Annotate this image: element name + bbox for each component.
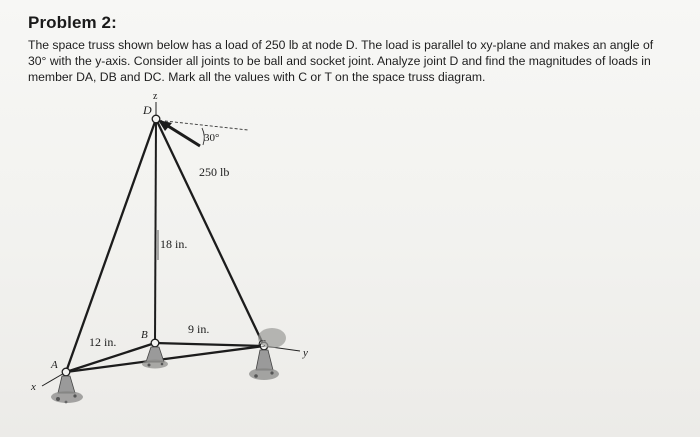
support-b bbox=[142, 347, 168, 369]
y-axis-label: y bbox=[303, 347, 308, 359]
node-c-label: C bbox=[258, 338, 266, 350]
load-reference-line bbox=[165, 121, 248, 130]
member-ac bbox=[66, 346, 264, 372]
bc-dimension-label: 9 in. bbox=[188, 322, 210, 336]
node-a-label: A bbox=[51, 359, 58, 371]
statement-line-1: The space truss shown below has a load of 250 lb at node D. The load is parallel to xy-plane and makes an angle of bbox=[28, 38, 654, 52]
joint-d bbox=[152, 115, 160, 123]
node-b-label: B bbox=[141, 329, 148, 341]
joint-a bbox=[62, 368, 70, 376]
x-axis-label: x bbox=[31, 381, 36, 393]
support-c bbox=[249, 328, 286, 380]
node-d-label: D bbox=[143, 103, 152, 117]
support-a bbox=[51, 376, 83, 403]
member-dc bbox=[156, 119, 264, 346]
load-label: 250 lb bbox=[199, 165, 230, 179]
angle-label: 30° bbox=[204, 132, 220, 144]
z-axis-label: z bbox=[153, 91, 158, 102]
statement-line-2: 30° with the y-axis. Consider all joints to be ball and socket joint. Analyze joint D and find the magnitudes of loads in bbox=[28, 54, 651, 68]
member-bc bbox=[155, 343, 264, 346]
height-dimension-label: 18 in. bbox=[160, 237, 188, 251]
joint-b bbox=[151, 339, 159, 347]
statement-line-3: member DA, DB and DC. Mark all the values with C or T on the space truss diagram. bbox=[28, 70, 486, 84]
ab-dimension-label: 12 in. bbox=[89, 335, 117, 349]
member-db bbox=[155, 119, 156, 343]
problem-heading: Problem 2: bbox=[28, 13, 117, 32]
